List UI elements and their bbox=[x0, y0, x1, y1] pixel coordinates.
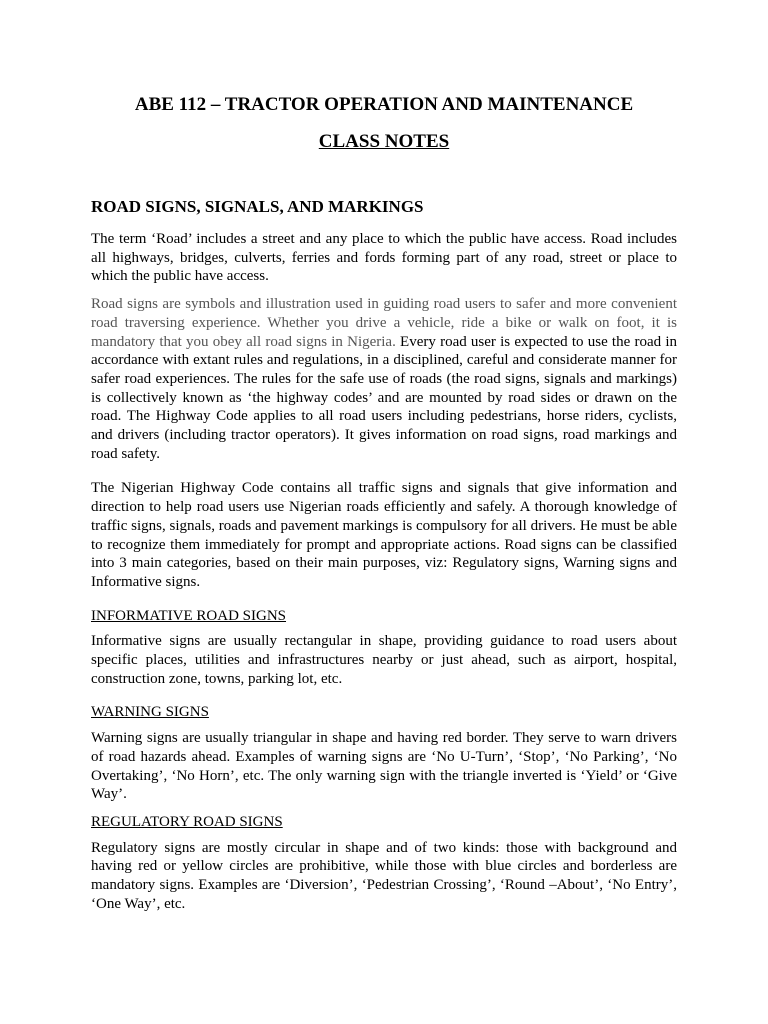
paragraph-road-signs-rest: Every road user is expected to use the road in accordance with extant rules and regulations, in a disciplined, careful and considerate manner for safer road experiences. The rules for the safe use of roads (the road signs, signals and markings) is collectively known as ‘the highway codes’ and are mounted by road sides or drawn on the road. The Highway Code applies to all road users including pedestrians, horse riders, cyclists, and drivers (including tractor operators). It gives information on road signs, road markings and road safety. bbox=[91, 333, 677, 462]
section-title: ROAD SIGNS, SIGNALS, AND MARKINGS bbox=[91, 197, 424, 216]
informative-signs-heading: INFORMATIVE ROAD SIGNS bbox=[91, 607, 287, 624]
warning-signs-heading: WARNING SIGNS bbox=[91, 704, 209, 721]
regulatory-signs-text: Regulatory signs are mostly circular in shape and of two kinds: those with background and having red or yellow circles are prohibitive, while those with blue circles and borderless are mandatory signs. Examples are ‘Diversion’, ‘Pedestrian Crossing’, ‘Round –About’, ‘No Entry’, ‘One Way’, etc. bbox=[91, 839, 677, 912]
paragraph-highway-code: The Nigerian Highway Code contains all traffic signs and signals that give information and direction to help road users use Nigerian roads efficiently and safely. A thorough knowledge of traffic signs, signals, roads and pavement markings is compulsory for all drivers. He must be able to recognize them immediately for prompt and appropriate actions. Road signs can be classified into 3 main categories, based on their main purposes, viz: Regulatory signs, Warning signs and Informative signs. bbox=[91, 480, 677, 590]
course-title: ABE 112 – TRACTOR OPERATION AND MAINTENANCE bbox=[134, 94, 634, 115]
warning-signs-text: Warning signs are usually triangular in shape and having red border. They serve to warn drivers of road hazards ahead. Examples of warning signs are ‘No U-Turn’, ‘Stop’, ‘No Parking’, ‘No Overtaking’, ‘No Horn’, etc. The only warning sign with the triangle inverted is ‘Yield’ or ‘Give Way’. bbox=[91, 730, 677, 803]
paragraph-road-signs bbox=[91, 295, 677, 463]
paragraph-road-definition: The term ‘Road’ includes a street and any place to which the public have access. Road includes all highways, bridges, culverts, ferries and fords forming part of any road, street or place to which the public have access. bbox=[91, 231, 677, 285]
regulatory-signs-heading: REGULATORY ROAD SIGNS bbox=[91, 813, 283, 830]
document-body bbox=[91, 196, 677, 914]
class-notes-title: CLASS NOTES bbox=[318, 131, 450, 152]
informative-signs-text: Informative signs are usually rectangular in shape, providing guidance to road users about specific places, utilities and infrastructures nearby or just ahead, such as airport, hospital, construction zone, towns, parking lot, etc. bbox=[91, 633, 677, 687]
paragraph-road-signs-intro: Road signs are symbols and illustration used in guiding road users to safer and more convenient road traversing experience. Whether you drive a vehicle, ride a bike or walk on foot, it is mandatory that you obey all road signs in Nigeria. bbox=[91, 296, 677, 350]
